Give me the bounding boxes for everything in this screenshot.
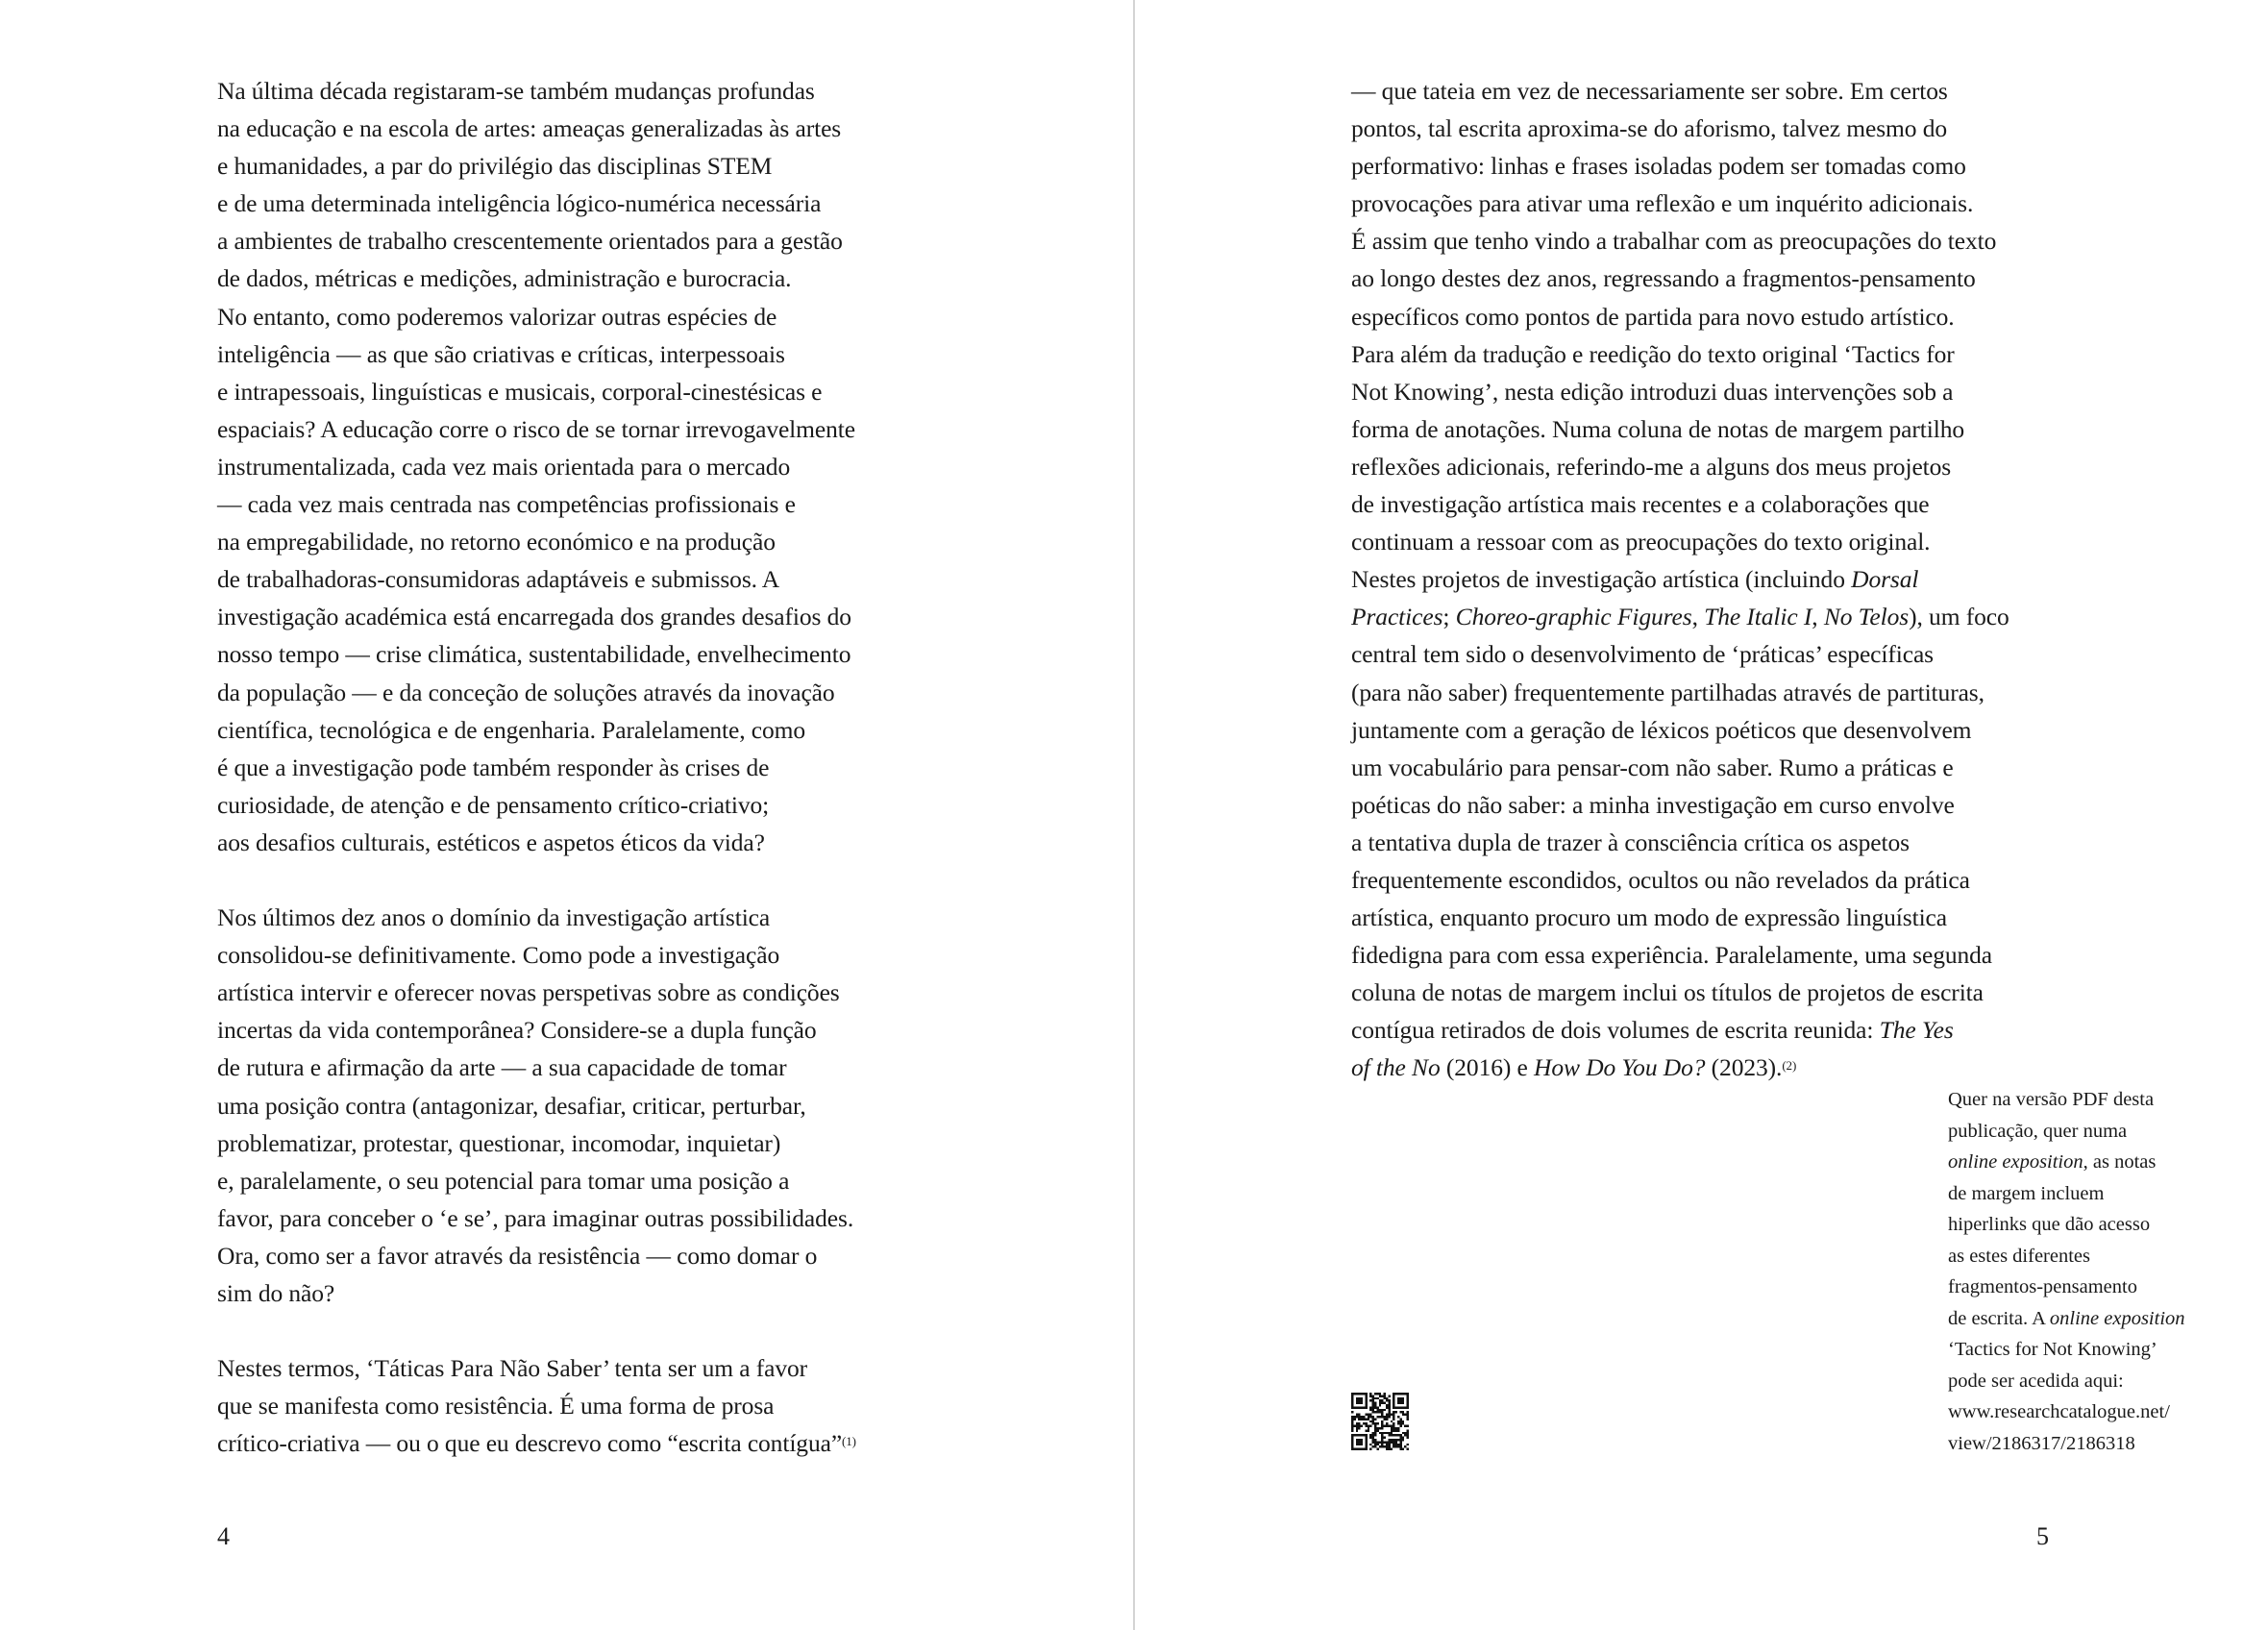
text-line: sim do não?: [217, 1279, 335, 1307]
text-segment: Nestes projetos de investigação artística (incluindo: [1351, 565, 1852, 594]
text-line: e, paralelamente, o seu potencial para tomar uma posição a: [217, 1166, 790, 1195]
text-line: — que tateia em vez de necessariamente ser sobre. Em certos: [1351, 77, 1948, 105]
text-line: inteligência — as que são criativas e críticas, interpessoais: [217, 339, 785, 368]
text-line: artística intervir e oferecer novas perspetivas sobre as condições: [217, 978, 840, 1007]
text-segment: ;: [1442, 603, 1456, 631]
text-line: [217, 861, 856, 899]
note-line: Quer na versão PDF desta: [1948, 1089, 2155, 1110]
text-line: de trabalhadoras-consumidoras adaptáveis e submissos. A: [217, 565, 780, 594]
text-line: [1351, 1011, 2009, 1049]
text-line: coluna de notas de margem inclui os títulos de projetos de escrita: [1351, 978, 1984, 1007]
text-line: Ora, como ser a favor através da resistência — como domar o: [217, 1241, 818, 1270]
note-line: hiperlinks que dão acesso: [1948, 1214, 2151, 1235]
text-line: continuam a ressoar com as preocupações do texto original.: [1351, 528, 1931, 556]
text-line: uma posição contra (antagonizar, desafiar, criticar, perturbar,: [217, 1091, 806, 1120]
text-line: a ambientes de trabalho crescentemente orientados para a gestão: [217, 227, 843, 256]
note-line: fragmentos-pensamento: [1948, 1276, 2137, 1297]
text-line: de rutura e afirmação da arte — a sua capacidade de tomar: [217, 1053, 787, 1082]
text-line: [1351, 1049, 2009, 1086]
text-line: científica, tecnológica e de engenharia. Paralelamente, como: [217, 715, 806, 744]
left-page-body-text: [217, 72, 856, 1462]
page-number-right: 5: [2036, 1522, 2049, 1550]
text-line: incertas da vida contemporânea? Considere-se a dupla função: [217, 1016, 817, 1045]
text-line: central tem sido o desenvolvimento de ‘práticas’ específicas: [1351, 640, 1935, 669]
text-line: provocações para ativar uma reflexão e um inquérito adicionais.: [1351, 189, 1974, 218]
text-line: performativo: linhas e frases isoladas podem ser tomadas como: [1351, 152, 1966, 181]
text-segment: crítico-criativa — ou o que eu descrevo como “escrita contígua”: [217, 1429, 843, 1458]
text-line: e de uma determinada inteligência lógico-numérica necessária: [217, 189, 822, 218]
text-line: e humanidades, a par do privilégio das disciplinas STEM: [217, 152, 773, 181]
text-line: reflexões adicionais, referindo-me a alguns dos meus projetos: [1351, 452, 1952, 481]
text-line: fidedigna para com essa experiência. Paralelamente, uma segunda: [1351, 941, 1993, 970]
note-line: [1948, 1303, 2185, 1335]
text-segment: , as notas: [2083, 1151, 2157, 1173]
text-segment: contígua retirados de dois volumes de escrita reunida:: [1351, 1016, 1880, 1045]
italic-title: How Do You Do?: [1534, 1053, 1706, 1082]
note-line: as estes diferentes: [1948, 1245, 2090, 1267]
text-line: de investigação artística mais recentes e a colaborações que: [1351, 490, 1930, 519]
text-line: favor, para conceber o ‘e se’, para imaginar outras possibilidades.: [217, 1203, 854, 1232]
text-line: investigação académica está encarregada dos grandes desafios do: [217, 603, 851, 631]
text-line: É assim que tenho vindo a trabalhar com as preocupações do texto: [1351, 227, 1997, 256]
text-line: [1351, 598, 2009, 635]
text-line: na educação e na escola de artes: ameaças generalizadas às artes: [217, 114, 842, 143]
text-line: espaciais? A educação corre o risco de se tornar irrevogavelmente: [217, 414, 855, 443]
text-line: a tentativa dupla de trazer à consciência crítica os aspetos: [1351, 827, 1910, 856]
text-line: forma de anotações. Numa coluna de notas de margem partilho: [1351, 414, 1964, 443]
footnote-marker: (1): [842, 1434, 856, 1449]
italic-title: The Italic I: [1704, 603, 1812, 631]
note-line: www.researchcatalogue.net/: [1948, 1401, 2170, 1422]
note-line: pode ser acedida aqui:: [1948, 1370, 2124, 1392]
qr-code-icon[interactable]: [1351, 1393, 1409, 1450]
page-number-left: 4: [217, 1522, 230, 1550]
text-line: Na última década registaram-se também mudanças profundas: [217, 77, 815, 105]
text-segment: (2016) e: [1440, 1053, 1535, 1082]
italic-title: of the No: [1351, 1053, 1441, 1082]
note-line: de margem incluem: [1948, 1182, 2105, 1204]
page-gutter-divider: [1133, 0, 1135, 1630]
text-segment: ,: [1812, 603, 1824, 631]
note-line: [1948, 1147, 2185, 1178]
text-line: (para não saber) frequentemente partilhadas através de partituras,: [1351, 678, 1984, 706]
text-line: juntamente com a geração de léxicos poéticos que desenvolvem: [1351, 715, 1972, 744]
text-line: pontos, tal escrita aproxima-se do aforismo, talvez mesmo do: [1351, 114, 1947, 143]
text-line: é que a investigação pode também responder às crises de: [217, 753, 770, 781]
right-page-body-text: [1351, 72, 2009, 1087]
text-line: artística, enquanto procuro um modo de expressão linguística: [1351, 903, 1947, 932]
text-line: Nos últimos dez anos o domínio da investigação artística: [217, 903, 771, 932]
text-line: Para além da tradução e reedição do texto original ‘Tactics for: [1351, 339, 1955, 368]
italic-title: Dorsal: [1851, 565, 1919, 594]
text-line: Not Knowing’, nesta edição introduzi duas intervenções sob a: [1351, 377, 1954, 406]
note-line: ‘Tactics for Not Knowing’: [1948, 1339, 2157, 1360]
text-segment: ), um foco: [1909, 603, 2009, 631]
italic-title: The Yes: [1879, 1016, 1954, 1045]
italic-title: Practices: [1351, 603, 1443, 631]
text-line: poéticas do não saber: a minha investigação em curso envolve: [1351, 790, 1955, 819]
text-line: na empregabilidade, no retorno económico e na produção: [217, 528, 776, 556]
text-segment: ,: [1691, 603, 1705, 631]
note-line: publicação, quer numa: [1948, 1120, 2128, 1142]
text-line: [1351, 560, 2009, 598]
italic-title: online exposition: [1948, 1151, 2083, 1173]
text-line: ao longo destes dez anos, regressando a fragmentos-pensamento: [1351, 264, 1976, 293]
text-line: [217, 1312, 856, 1349]
text-line: que se manifesta como resistência. É uma forma de prosa: [217, 1392, 775, 1420]
text-line: de dados, métricas e medições, administração e burocracia.: [217, 264, 792, 293]
note-line: view/2186317/2186318: [1948, 1432, 2135, 1454]
text-line: e intrapessoais, linguísticas e musicais, corporal-cinestésicas e: [217, 377, 823, 406]
footnote-marker: (2): [1782, 1058, 1797, 1074]
text-line: instrumentalizada, cada vez mais orientada para o mercado: [217, 452, 791, 481]
text-line: da população — e da conceção de soluções através da inovação: [217, 678, 835, 706]
text-line: nosso tempo — crise climática, sustentabilidade, envelhecimento: [217, 640, 851, 669]
text-line: consolidou-se definitivamente. Como pode a investigação: [217, 941, 780, 970]
italic-title: online exposition: [2049, 1307, 2185, 1329]
margin-note: [1948, 1084, 2185, 1459]
text-line: frequentemente escondidos, ocultos ou não revelados da prática: [1351, 865, 1970, 894]
text-line: curiosidade, de atenção e de pensamento crítico-criativo;: [217, 790, 770, 819]
italic-title: Choreo-graphic Figures: [1455, 603, 1692, 631]
text-line: No entanto, como poderemos valorizar outras espécies de: [217, 302, 777, 331]
text-segment: de escrita. A: [1948, 1307, 2050, 1329]
text-line: um vocabulário para pensar-com não saber. Rumo a práticas e: [1351, 753, 1954, 781]
text-line: problematizar, protestar, questionar, incomodar, inquietar): [217, 1128, 781, 1157]
text-line: [217, 1424, 856, 1462]
text-line: específicos como pontos de partida para novo estudo artístico.: [1351, 302, 1955, 331]
text-line: — cada vez mais centrada nas competências profissionais e: [217, 490, 796, 519]
italic-title: No Telos: [1823, 603, 1910, 631]
text-line: aos desafios culturais, estéticos e aspetos éticos da vida?: [217, 827, 765, 856]
text-segment: (2023).: [1705, 1053, 1783, 1082]
text-line: Nestes termos, ‘Táticas Para Não Saber’ tenta ser um a favor: [217, 1354, 808, 1383]
